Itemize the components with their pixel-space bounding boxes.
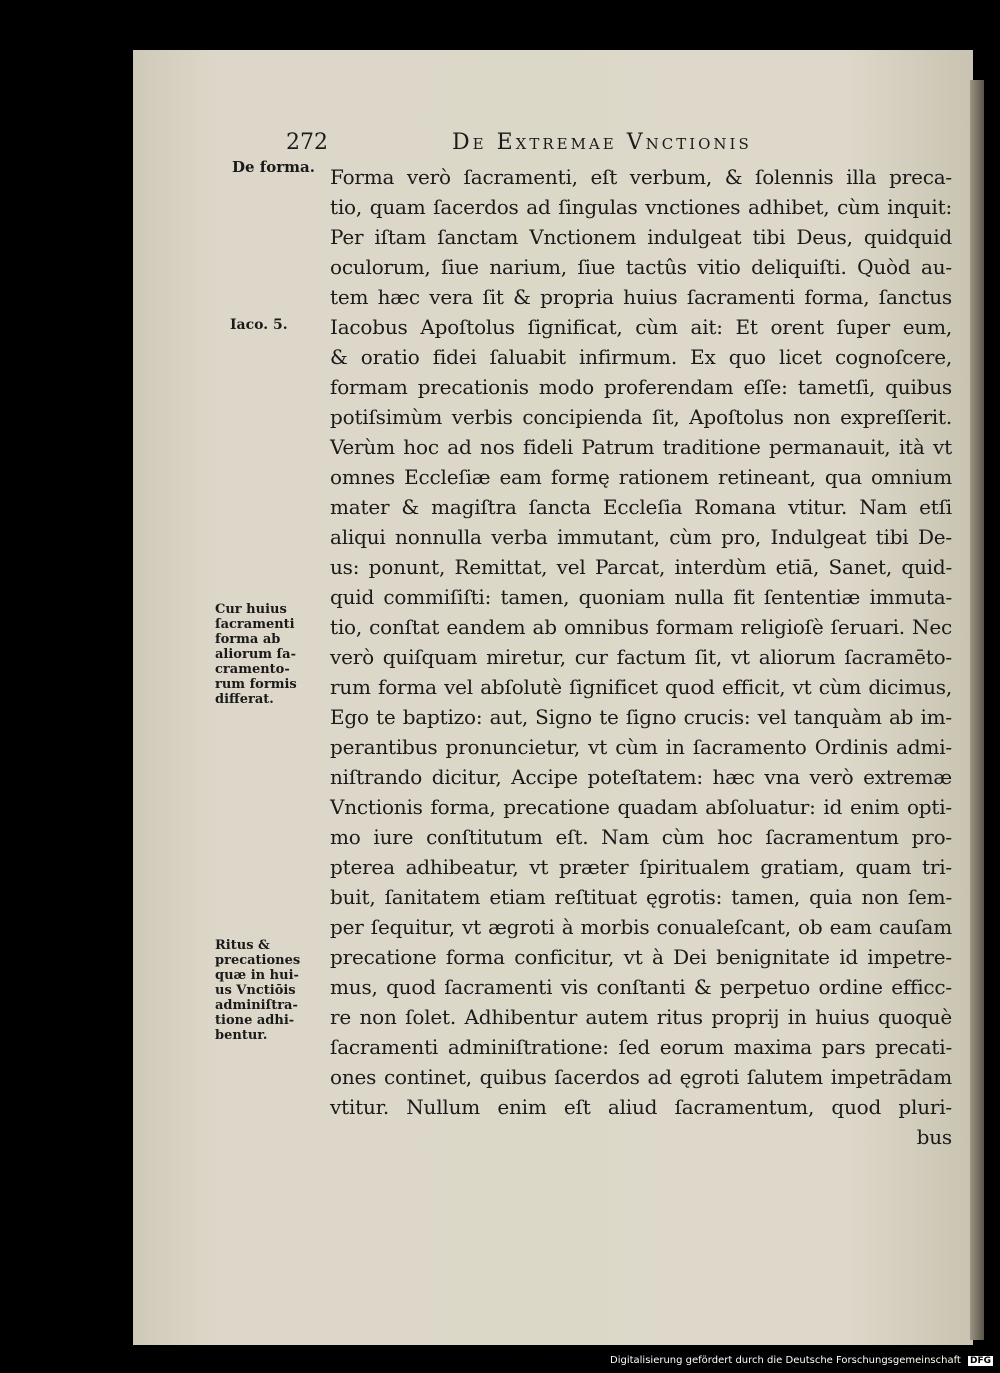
text-line: Iacobus Apoſtolus ſignificat, cùm ait: Et orent ſuper eum,: [330, 315, 952, 339]
credit-text: Digitalisierung gefördert durch die Deutsche Forschungsgemeinschaft: [610, 1355, 961, 1366]
margin-note-line: precationes: [215, 953, 301, 968]
text-line: & oratio fidei ſaluabit infirmum. Ex quo licet cognoſcere,: [330, 345, 952, 369]
running-title: De Extremae Vnctionis: [452, 130, 752, 155]
page-number: 272: [286, 130, 328, 155]
text-line: pterea adhibeatur, vt præter ſpiritualem gratiam, quam tri-: [330, 855, 952, 879]
text-line: verò quiſquam miretur, cur factum ſit, vt aliorum ſacramēto-: [330, 645, 952, 669]
text-line: buit, ſanitatem etiam reſtituat ęgrotis: tamen, quia non ſem-: [330, 885, 952, 909]
margin-note-de-forma: [232, 160, 340, 175]
text-line: ſacramenti adminiſtratione: ſed eorum maxima pars precati-: [330, 1035, 952, 1059]
margin-note-line: adminiſtra-: [215, 998, 298, 1013]
catchword: bus: [916, 1125, 952, 1149]
text-line: potiſsimùm verbis concipienda ſit, Apoſtolus non expreſſerit.: [330, 405, 952, 429]
margin-note-cur-huius: [215, 602, 323, 707]
margin-note-line: tione adhi-: [215, 1013, 295, 1028]
margin-note-line: De forma.: [232, 158, 315, 176]
margin-note-line: quæ in hui-: [215, 968, 299, 983]
text-line: vtitur. Nullum enim eſt aliud ſacramentum, quod pluri-: [330, 1095, 952, 1119]
margin-note-line: Ritus &: [215, 938, 270, 953]
text-line: Verùm hoc ad nos fideli Patrum traditione permanauit, ità vt: [330, 435, 952, 459]
text-line: Per iſtam ſanctam Vnctionem indulgeat tibi Deus, quidquid: [330, 225, 952, 249]
text-line: tio, quam ſacerdos ad ſingulas vnctiones adhibet, cùm inquit:: [330, 195, 952, 219]
margin-note-line: bentur.: [215, 1028, 268, 1043]
margin-note-line: cramento-: [215, 662, 290, 677]
text-line: Forma verò ſacramenti, eſt verbum, & ſolennis illa preca-: [330, 165, 952, 189]
text-line: omnes Eccleſiæ eam formę rationem retineant, qua omnium: [330, 465, 952, 489]
dfg-logo: DFG: [970, 1356, 992, 1366]
text-line: tem hæc vera ſit & propria huius ſacramenti forma, ſanctus: [330, 285, 952, 309]
text-line: ones continet, quibus ſacerdos ad ęgroti ſalutem impetrādam: [330, 1065, 952, 1089]
margin-note-line: differat.: [215, 692, 274, 707]
text-line: per ſequitur, vt ægroti à morbis conualeſcant, ob eam cauſam: [330, 915, 952, 939]
margin-note-line: forma ab: [215, 632, 281, 647]
text-line: re non ſolet. Adhibentur autem ritus proprij in huius quoquè: [330, 1005, 952, 1029]
text-line: perantibus pronuncietur, vt cùm in ſacramento Ordinis admi-: [330, 735, 952, 759]
margin-note-iaco: [230, 318, 338, 333]
margin-note-line: us Vnctiōis: [215, 983, 296, 998]
text-line: us: ponunt, Remittat, vel Parcat, interdùm etiā, Sanet, quid-: [330, 555, 952, 579]
text-line: precatione forma conficitur, vt à Dei benignitate id impetre-: [330, 945, 952, 969]
text-line: mo iure conſtitutum eſt. Nam cùm hoc ſacramentum pro-: [330, 825, 952, 849]
text-line: quid commiſiſti: tamen, quoniam nulla fit ſententiæ immuta-: [330, 585, 952, 609]
text-line: tio, conſtat eandem ab omnibus formam religioſè ſeruari. Nec: [330, 615, 952, 639]
page-edge-shadow: [970, 80, 984, 1340]
text-line: Ego te baptizo: aut, Signo te ſigno crucis: vel tanquàm ab im-: [330, 705, 952, 729]
text-line: aliqui nonnulla verba immutant, cùm pro, Indulgeat tibi De-: [330, 525, 952, 549]
margin-note-line: rum formis: [215, 677, 297, 692]
text-line: formam precationis modo proferendam eſſe: tametſi, quibus: [330, 375, 952, 399]
margin-note-line: Cur huius: [215, 602, 287, 617]
text-line: niſtrando dicitur, Accipe poteſtatem: hæc vna verò extremæ: [330, 765, 952, 789]
margin-note-line: Iaco. 5.: [230, 317, 288, 333]
text-line: rum forma vel abſolutè ſignificet quod efficit, vt cùm dicimus,: [330, 675, 952, 699]
text-line: mater & magiſtra ſancta Eccleſia Romana vtitur. Nam etſi: [330, 495, 952, 519]
text-line: oculorum, ſiue narium, ſiue tactûs vitio deliquiſti. Quòd au-: [330, 255, 952, 279]
digitization-credit: [610, 1355, 993, 1366]
margin-note-line: aliorum ſa-: [215, 647, 296, 662]
margin-note-line: ſacramenti: [215, 617, 295, 632]
text-line: mus, quod ſacramenti vis conſtanti & perpetuo ordine efficc-: [330, 975, 952, 999]
margin-note-ritus: [215, 938, 323, 1043]
text-line: Vnctionis forma, precatione quadam abſoluatur: id enim opti-: [330, 795, 952, 819]
